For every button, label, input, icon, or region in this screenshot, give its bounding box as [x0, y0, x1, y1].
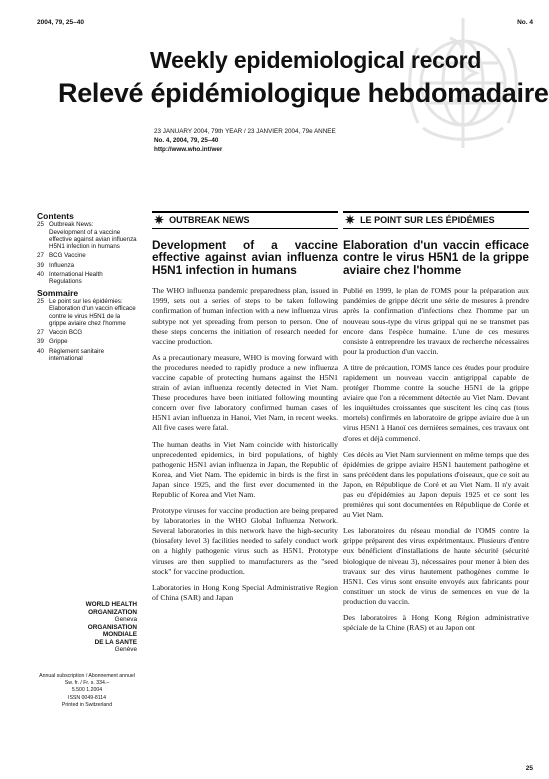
paragraph: Les laboratoires du réseau mondial de l'OMS contre la grippe préparent des virus expérimentaux. Plusieurs d'entre eux bénéficient d'installations de haute sécurité (sécurité biologique de niveau 3), nécessaires pour mener à bien des travaux sur des virus hautement pathogènes comme le H5N1. Ces virus sont ensuite envoyés aux fabricants pour constituer un stock de virus de semences en vue de la production du vaccin. [343, 526, 529, 606]
star-icon: ✷ [154, 213, 165, 228]
sommaire-item[interactable]: 27 Vaccin BCG [37, 329, 83, 337]
paragraph: The WHO influenza pandemic preparedness plan, issued in 1999, sets out a series of steps to be taken following confirmation of human infection with a new influenza virus subtype not yet spreading from person to person. One of these steps concerns the initiation of research needed for vaccine production. [152, 286, 338, 346]
paragraph: As a precautionary measure, WHO is moving forward with the procedures needed to rapidly produce a new influenza vaccine capable of protecting humans against the H5N1 strain of avian influenza recently detected in Viet Nam. These procedures have been initiated following mounting concern over five laboratory confirmed human cases of H5N1 avian influenza in Hanoi, Viet Nam, in recent weeks. All five cases were fatal. [152, 352, 338, 433]
contents-item[interactable]: 39 Influenza [37, 261, 75, 269]
paragraph: Ces décès au Viet Nam surviennent en même temps que des épidémies de grippe aviaire H5N1 hautement pathogène et sans précédent dans les populations d'oiseaux, que ce soit au Japon, en République de Coré et au Viet Nam. Il n'y avait pas eu d'épidémies au Japon depuis 1925 et ce sont les premières qui sont documentées en République de Corée et au Viet Nam. [343, 449, 529, 520]
issue-line: No. 4, 2004, 79, 25–40 [154, 137, 219, 144]
contents-item[interactable]: 25 Outbreak News: [37, 221, 94, 229]
contents-item[interactable]: Development of a vaccine effective against avian influenza H5N1 infection in humans [49, 228, 137, 251]
sommaire-heading: Sommaire [37, 287, 79, 298]
section-band-outbreak-news: ✷ OUTBREAK NEWS [152, 211, 338, 229]
section-band-le-point: ✷ LE POINT SUR LES ÉPIDÉMIES [343, 211, 529, 229]
english-article [152, 211, 338, 609]
paragraph: The human deaths in Viet Nam coincide with historically unprecedented epidemics, in bird populations, of highly pathogenic H5N1 avian influenza in Japan, the Republic of Korea, and Viet Nam. The epidemic in birds is the first in Japan since 1925, and the first ever documented in the Republic of Korea and Viet Nam. [152, 439, 338, 499]
sommaire-item[interactable]: Elaboration d'un vaccin efficace contre le virus H5N1 de la grippe aviaire chez l'homme [49, 305, 136, 327]
title-english: Weekly epidemiological record [150, 47, 482, 73]
publisher-block: WORLD HEALTH ORGANIZATION Geneva ORGANISATION MONDIALE DE LA SANTE Genève [85, 601, 137, 653]
paragraph: A titre de précaution, l'OMS lance ces études pour produire rapidement un nouveau vaccin antigrippal capable de protéger l'homme contre la souche H5N1 de la grippe aviaire que l'on a récemment détectée au Viet Nam. Devant les inquiétudes croissantes que suscitent les cinq cas (tous mortels) confirmés en laboratoire de grippe aviaire due à un virus H5N1 à Hanoï ces dernières semaines, ces travaux ont d'ores et déjà commencé. [343, 362, 529, 443]
paragraph: Publié en 1999, le plan de l'OMS pour la préparation aux pandémies de grippe décrit une série de mesures à prendre après la confirmation d'infections chez l'homme par un nouveau sous-type du virus grippal qui ne se transmet pas encore dans l'espèce humaine. L'une de ces mesures consiste à entreprendre les travaux de recherche nécessaires pour la production d'un vaccin. [343, 286, 529, 356]
citation: 2004, 79, 25–40 [37, 19, 84, 26]
sommaire-item[interactable]: 39 Grippe [37, 338, 68, 346]
contents-item[interactable]: 27 BCG Vaccine [37, 252, 86, 260]
issue-number: No. 4 [517, 19, 533, 26]
french-article [343, 211, 529, 639]
star-icon: ✷ [345, 213, 356, 228]
title-french: Relevé épidémiologique hebdomadaire [58, 78, 549, 108]
paragraph: Prototype viruses for vaccine production are being prepared by laboratories in the WHO Global Influenza Network. Several laboratories in this network have the high-security (biosafety level 3) facilities needed to safely conduct work on a highly pathogenic virus such as H5N1. Prototype viruses are then supplied to manufacturers as the "seed stock" for vaccine production. [152, 506, 338, 576]
website-link[interactable]: http://www.who.int/wer [154, 146, 223, 153]
article-headline: Development of a vaccine effective against avian influenza H5N1 infection in humans [152, 238, 338, 277]
paragraph: Laboratories in Hong Kong Special Administrative Region of China (SAR) and Japan [152, 582, 338, 602]
table-of-contents [37, 213, 137, 362]
sommaire-item[interactable]: 25 Le point sur les épidémies: [37, 297, 123, 305]
date-line: 23 JANUARY 2004, 79th YEAR / 23 JANVIER 2004, 79e ANNEE [154, 128, 336, 135]
issue-meta [154, 127, 336, 154]
sommaire-item[interactable]: 40 Règlement sanitaire international [37, 347, 105, 363]
page-number: 25 [525, 765, 533, 772]
contents-item[interactable]: 40 International Health Regulations [37, 271, 103, 286]
article-headline: Elaboration d'un vaccin efficace contre le virus H5N1 de la grippe aviaire chez l'homme [343, 238, 529, 277]
subscription-info: Annual subscription / Abonnement annuel Sw. fr. / Fr. s. 334.– 5.500 1.2004 ISSN 0049-8114 Printed in Switzerland [39, 673, 135, 708]
contents-heading: Contents [37, 211, 74, 221]
paragraph: Des laboratoires à Hong Kong Région administrative spéciale de la Chine (RAS) et au Japon ont [343, 613, 529, 633]
